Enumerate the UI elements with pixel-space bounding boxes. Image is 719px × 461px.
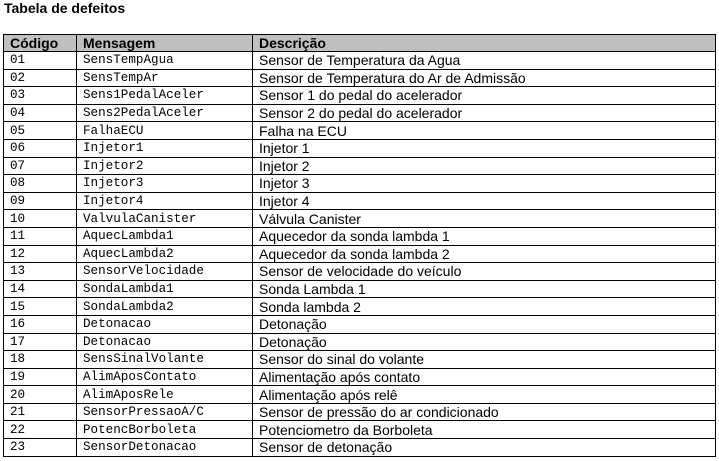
page-title: Tabela de defeitos (4, 0, 126, 16)
cell-message: AlimAposContato (77, 368, 253, 386)
cell-message: AquecLambda2 (77, 245, 253, 263)
cell-message: SensTempAr (77, 69, 253, 87)
cell-code: 22 (4, 421, 77, 439)
cell-message: SensTempAgua (77, 52, 253, 70)
table-row (4, 439, 716, 457)
cell-description: Sonda Lambda 1 (253, 280, 716, 298)
table-row (4, 157, 716, 175)
cell-description: Alimentação após relê (253, 386, 716, 404)
header-row (4, 35, 716, 52)
cell-description: Falha na ECU (253, 122, 716, 140)
cell-message: Sens1PedalAceler (77, 87, 253, 105)
cell-code: 19 (4, 368, 77, 386)
cell-description: Injetor 3 (253, 175, 716, 193)
header-code: Código (4, 35, 77, 52)
cell-code: 09 (4, 192, 77, 210)
cell-message: AlimAposRele (77, 386, 253, 404)
cell-code: 05 (4, 122, 77, 140)
cell-message: SensorPressaoA/C (77, 403, 253, 421)
cell-code: 06 (4, 139, 77, 157)
cell-description: Sensor 1 do pedal do acelerador (253, 87, 716, 105)
cell-code: 11 (4, 227, 77, 245)
table-row (4, 351, 716, 369)
cell-description: Detonação (253, 333, 716, 351)
cell-code: 17 (4, 333, 77, 351)
cell-description: Sensor de detonação (253, 439, 716, 457)
table-row (4, 87, 716, 105)
cell-code: 21 (4, 403, 77, 421)
table-row (4, 52, 716, 70)
cell-code: 07 (4, 157, 77, 175)
cell-message: SondaLambda1 (77, 280, 253, 298)
table-row (4, 69, 716, 87)
cell-code: 02 (4, 69, 77, 87)
cell-code: 23 (4, 439, 77, 457)
header-description: Descrição (253, 35, 716, 52)
table-row (4, 139, 716, 157)
cell-code: 15 (4, 298, 77, 316)
cell-message: SensSinalVolante (77, 351, 253, 369)
cell-code: 13 (4, 263, 77, 281)
cell-message: Injetor1 (77, 139, 253, 157)
cell-description: Sensor de Temperatura da Agua (253, 52, 716, 70)
cell-description: Sensor de pressão do ar condicionado (253, 403, 716, 421)
defects-table (3, 34, 716, 457)
cell-description: Aquecedor da sonda lambda 2 (253, 245, 716, 263)
cell-description: Detonação (253, 315, 716, 333)
table-row (4, 280, 716, 298)
cell-message: Sens2PedalAceler (77, 104, 253, 122)
table-row (4, 333, 716, 351)
table-row (4, 245, 716, 263)
cell-message: Injetor3 (77, 175, 253, 193)
cell-message: ValvulaCanister (77, 210, 253, 228)
cell-message: Detonacao (77, 333, 253, 351)
table-row (4, 386, 716, 404)
table-row (4, 298, 716, 316)
cell-code: 04 (4, 104, 77, 122)
cell-code: 03 (4, 87, 77, 105)
cell-code: 16 (4, 315, 77, 333)
cell-description: Sensor 2 do pedal do acelerador (253, 104, 716, 122)
cell-description: Injetor 1 (253, 139, 716, 157)
cell-code: 12 (4, 245, 77, 263)
cell-description: Sensor do sinal do volante (253, 351, 716, 369)
cell-code: 14 (4, 280, 77, 298)
table-row (4, 104, 716, 122)
table-row (4, 368, 716, 386)
cell-message: AquecLambda1 (77, 227, 253, 245)
cell-description: Sensor de velocidade do veículo (253, 263, 716, 281)
table-row (4, 122, 716, 140)
cell-message: Injetor4 (77, 192, 253, 210)
cell-code: 20 (4, 386, 77, 404)
cell-message: SondaLambda2 (77, 298, 253, 316)
table-header (4, 35, 716, 52)
cell-description: Alimentação após contato (253, 368, 716, 386)
table-row (4, 421, 716, 439)
cell-code: 01 (4, 52, 77, 70)
cell-description: Potenciometro da Borboleta (253, 421, 716, 439)
cell-code: 08 (4, 175, 77, 193)
table-row (4, 175, 716, 193)
cell-message: PotencBorboleta (77, 421, 253, 439)
cell-message: Injetor2 (77, 157, 253, 175)
cell-message: SensorDetonacao (77, 439, 253, 457)
cell-code: 18 (4, 351, 77, 369)
table-row (4, 315, 716, 333)
cell-description: Aquecedor da sonda lambda 1 (253, 227, 716, 245)
table-row (4, 403, 716, 421)
table-body (4, 52, 716, 457)
table-row (4, 192, 716, 210)
cell-description: Injetor 4 (253, 192, 716, 210)
table-row (4, 210, 716, 228)
header-message: Mensagem (77, 35, 253, 52)
table-row (4, 263, 716, 281)
cell-description: Válvula Canister (253, 210, 716, 228)
cell-description: Sensor de Temperatura do Ar de Admissão (253, 69, 716, 87)
cell-message: Detonacao (77, 315, 253, 333)
cell-description: Injetor 2 (253, 157, 716, 175)
cell-message: FalhaECU (77, 122, 253, 140)
cell-description: Sonda lambda 2 (253, 298, 716, 316)
table-row (4, 227, 716, 245)
cell-message: SensorVelocidade (77, 263, 253, 281)
cell-code: 10 (4, 210, 77, 228)
